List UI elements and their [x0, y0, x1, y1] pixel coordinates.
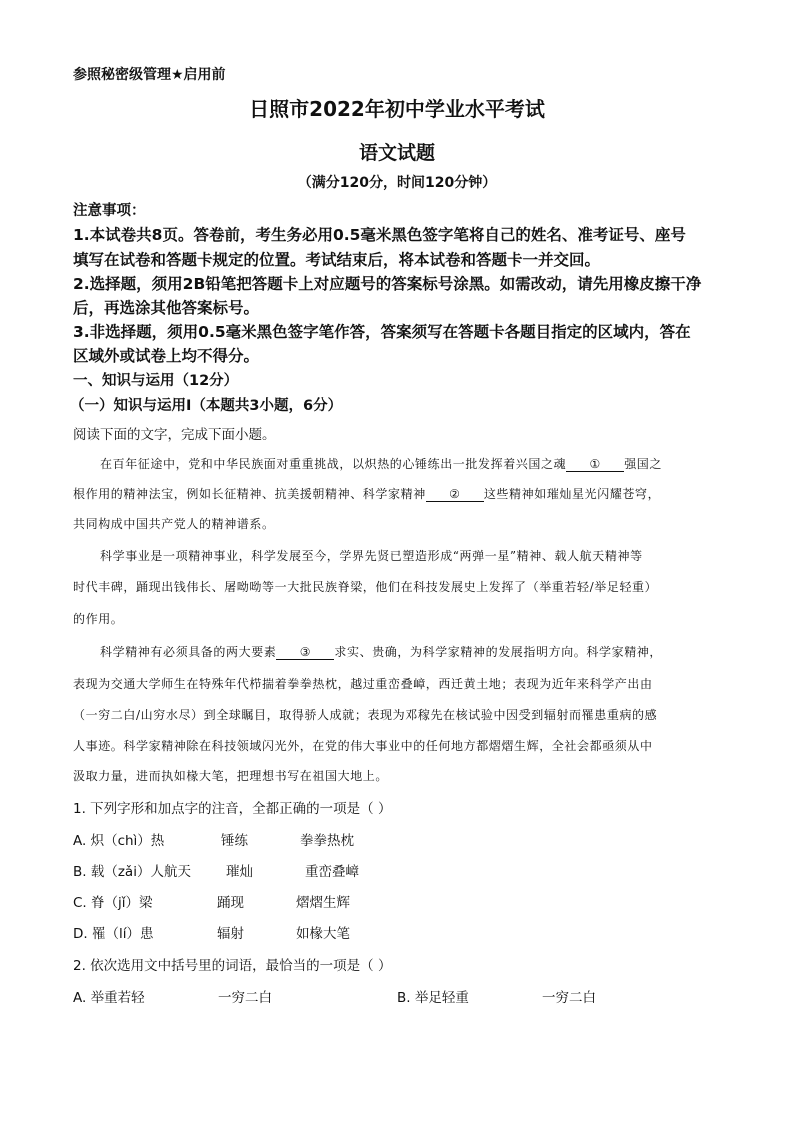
notice-heading: 注意事项：	[73, 203, 146, 219]
question-2-stem: 2. 依次选用文中括号里的词语，最恰当的一项是（ ）	[73, 958, 392, 974]
passage-p3-line2: 表现为交通大学师生在特殊年代栉揣着拳拳热枕，越过重峦叠嶂，西迁黄土地；表现为近年来科学产出由	[73, 677, 653, 691]
q1-option-b: B. 载（zǎi）人航天	[73, 864, 191, 880]
secret-mark: 参照秘密级管理★启用前	[73, 67, 226, 83]
passage-p3-line1: 科学精神有必须具备的两大要素 ③ 求实、贵确，为科学家精神的发展指明方向。科学家精神，	[100, 645, 663, 659]
q2-option-b: B. 举足轻重	[397, 990, 469, 1006]
passage-p1-line1: 在百年征途中，党和中华民族面对重重挑战，以炽热的心锤练出一批发挥着兴国之魂 ① 强国之	[100, 457, 663, 471]
q2-option-b-word: 一穷二白	[542, 990, 596, 1006]
exam-title: 日照市2022年初中学业水平考试	[249, 97, 545, 121]
q2-option-a-word: 一穷二白	[218, 990, 272, 1006]
q2-option-a: A. 举重若轻	[73, 990, 145, 1006]
q1-option-a: A. 炽（chì）热	[73, 833, 165, 849]
question-1-stem: 1. 下列字形和加点字的注音，全都正确的一项是（ ）	[73, 801, 392, 817]
part-one-heading: 一、知识与运用（12分）	[73, 373, 239, 389]
q1-option-d-word2: 辐射	[217, 926, 244, 942]
sub-section-heading: （一）知识与运用Ⅰ（本题共3小题，6分）	[70, 398, 343, 414]
blank-2: ②	[426, 488, 484, 502]
q1-option-a-word3: 拳拳热枕	[300, 833, 354, 849]
q1-option-d: D. 罹（lí）患	[73, 926, 154, 942]
passage-p2-line3: 的作用。	[73, 612, 124, 626]
q1-option-c-word2: 踊现	[217, 895, 244, 911]
q1-option-b-word2: 璀灿	[226, 864, 253, 880]
passage-p2-line1: 科学事业是一项精神事业，科学发展至今，学界先贤已塑造形成“两弹一星”精神、载人航天精神等	[100, 549, 643, 563]
notice-line-6: 区域外或试卷上均不得分。	[73, 347, 260, 365]
q1-option-c-word3: 熠熠生辉	[296, 895, 350, 911]
notice-line-3: 2.选择题，须用2B铅笔把答题卡上对应题号的答案标号涂黑。如需改动，请先用橡皮擦干净	[73, 275, 702, 293]
passage-p2-line2: 时代丰碑，踊现出钱伟长、屠呦呦等一大批民族脊梁，他们在科技发展史上发挥了（举重若轻/举足轻重）	[73, 580, 658, 594]
notice-line-1: 1.本试卷共8页。答卷前，考生务必用0.5毫米黑色签字笔将自己的姓名、准考证号、座号	[73, 226, 686, 244]
passage-p1-line3: 共同构成中国共产党人的精神谱系。	[73, 517, 275, 531]
passage-p3-line4: 人事迹。科学家精神除在科技领域闪光外，在党的伟大事业中的任何地方都熠熠生辉，全社会都亟须从中	[73, 739, 653, 753]
q1-option-d-word3: 如椽大笔	[296, 926, 350, 942]
blank-1: ①	[566, 458, 624, 472]
blank-3: ③	[276, 646, 334, 660]
q1-option-a-word2: 锤练	[221, 833, 248, 849]
notice-line-2: 填写在试卷和答题卡规定的位置。考试结束后，将本试卷和答题卡一并交回。	[73, 251, 601, 269]
reading-instruction: 阅读下面的文字，完成下面小题。	[73, 427, 276, 443]
q1-option-c: C. 脊（jǐ）梁	[73, 895, 153, 911]
passage-p1-line2: 根作用的精神法宝，例如长征精神、抗美援朝精神、科学家精神 ② 这些精神如璀灿星光闪耀苍穹，	[73, 487, 661, 501]
notice-line-4: 后，再选涂其他答案标号。	[73, 299, 260, 317]
q1-option-b-word3: 重峦叠嶂	[305, 864, 359, 880]
notice-line-5: 3.非选择题，须用0.5毫米黑色签字笔作答，答案须写在答题卡各题目指定的区域内，答在	[73, 323, 691, 341]
subject-title: 语文试题	[358, 142, 435, 164]
score-time-info: （满分120分，时间120分钟）	[297, 175, 497, 191]
passage-p3-line5: 汲取力量，进而执如椽大笔，把理想书写在祖国大地上。	[73, 769, 389, 783]
passage-p3-line3: （一穷二白/山穷水尽）到全球瞩目，取得骄人成就；表现为邓稼先在核试验中因受到辐射而罹患重病的感	[73, 708, 658, 722]
